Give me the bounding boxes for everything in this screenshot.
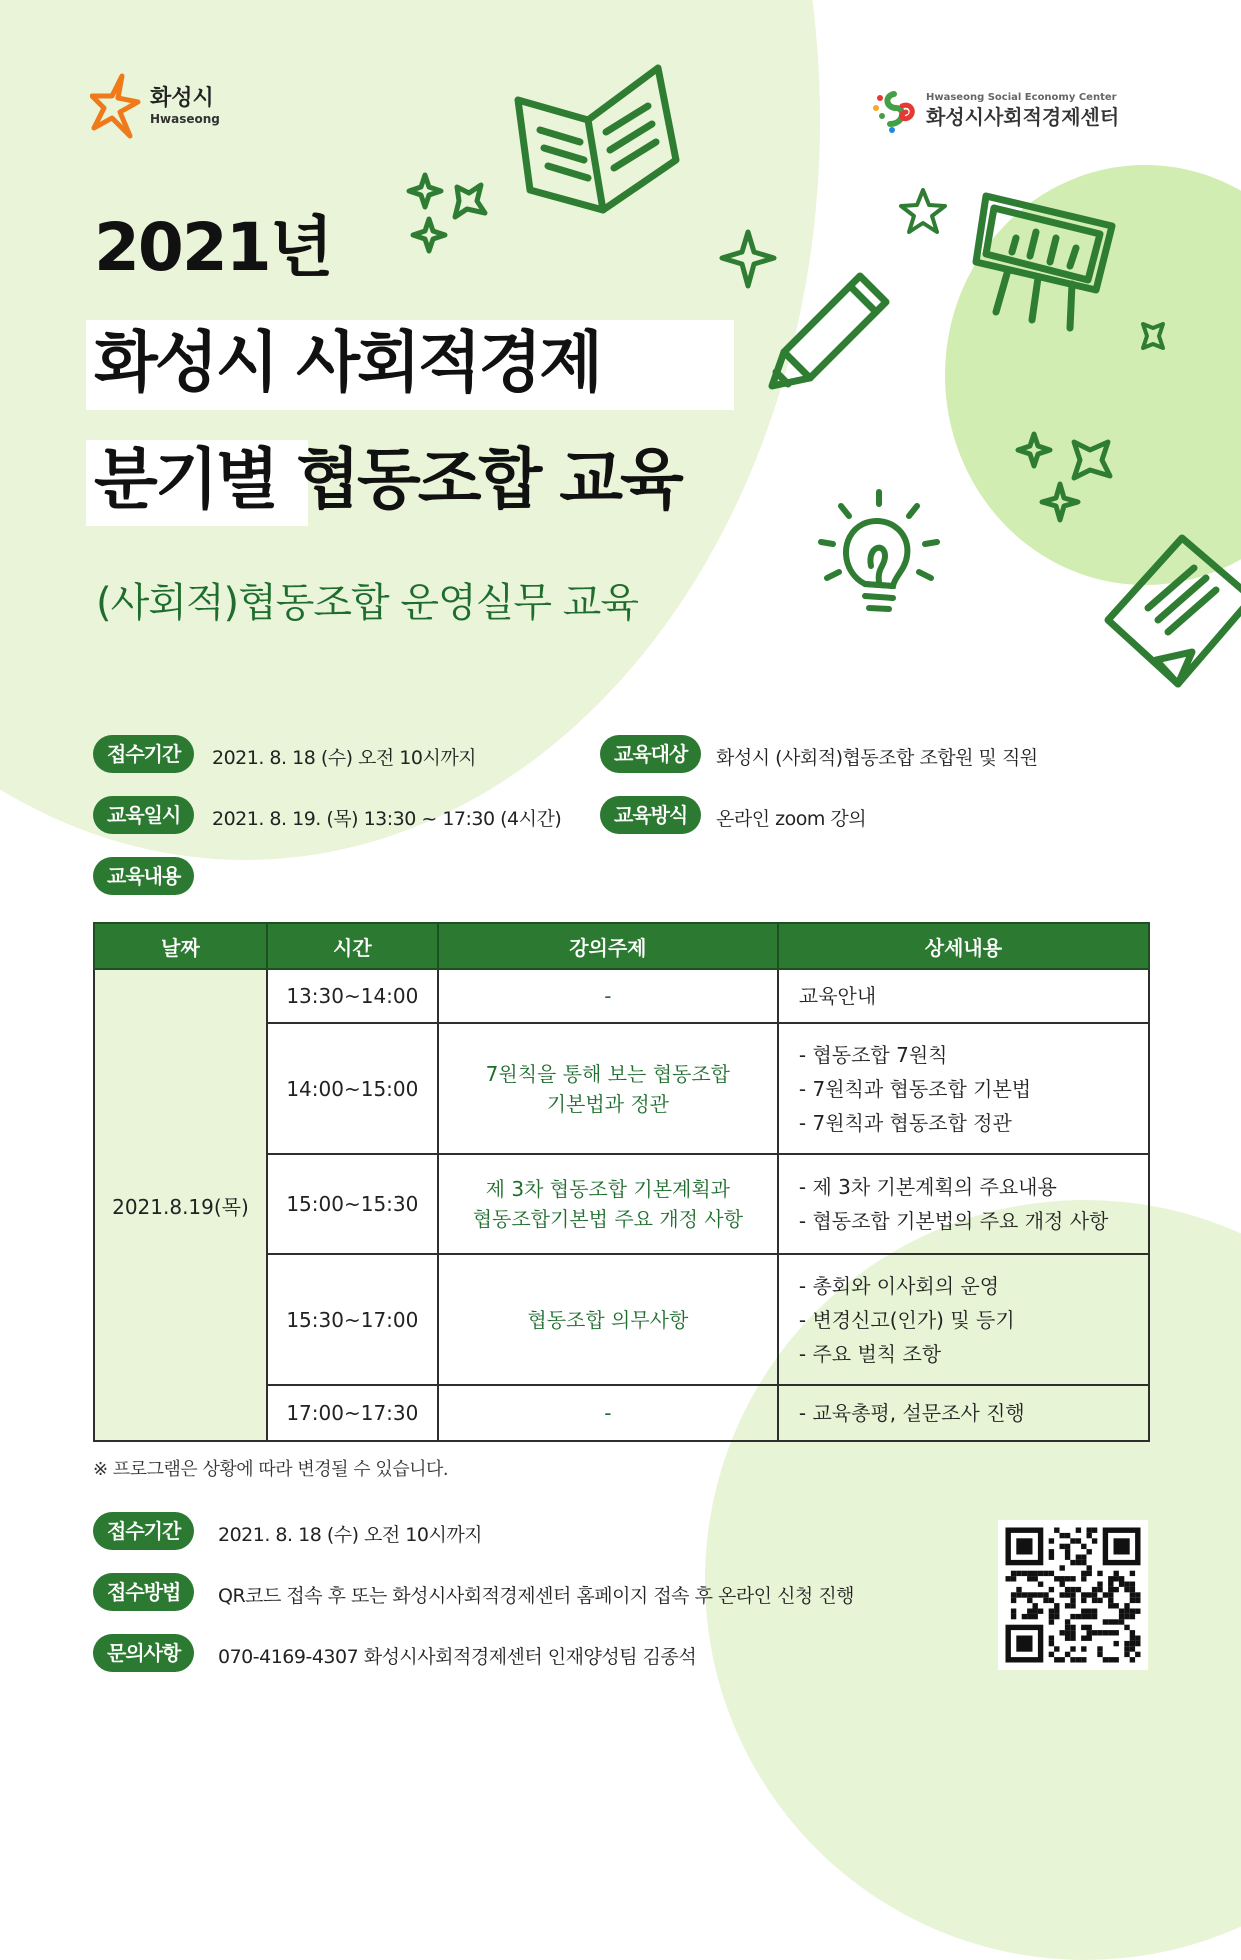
center-logo-en: Hwaseong Social Economy Center	[926, 92, 1117, 103]
detail-text: - 총회와 이사회의 운영	[798, 1273, 1000, 1298]
header-date: 날짜	[94, 923, 267, 969]
reg-period-value: 2021. 8. 18 (수) 오전 10시까지	[212, 747, 477, 769]
detail-text: - 제 3차 기본계획의 주요내용	[798, 1175, 1057, 1199]
center-logo-icon	[868, 84, 920, 136]
detail-cell	[778, 1385, 1149, 1441]
topic-text: 협동조합 의무사항	[527, 1307, 689, 1332]
detail-cell	[778, 1154, 1149, 1254]
book-icon	[508, 60, 683, 220]
topic-cell	[438, 1154, 778, 1254]
social-economy-center-logo	[868, 84, 1119, 136]
topic-text: 기본법과 정관	[546, 1091, 669, 1116]
sparkle-icon	[1135, 318, 1171, 354]
sparkle-icon	[405, 173, 495, 263]
detail-text: - 변경신고(인가) 및 등기	[798, 1307, 1015, 1332]
topic-cell	[438, 1023, 778, 1154]
hwaseong-star-icon	[90, 72, 142, 140]
table-row	[94, 969, 1149, 1023]
detail-text: - 7원칙과 협동조합 기본법	[798, 1076, 1032, 1101]
footer-reg-method-badge: 접수방법	[93, 1573, 194, 1611]
footer-reg-period-badge: 접수기간	[93, 1512, 194, 1550]
detail-text: - 교육총평, 설문조사 진행	[798, 1401, 1025, 1425]
topic-text: 제 3차 협동조합 기본계획과	[485, 1177, 730, 1201]
time-cell: 17:00~17:30	[267, 1385, 438, 1441]
method-value: 온라인 zoom 강의	[716, 808, 867, 830]
title-line-2: 화성시 사회적경제	[94, 324, 601, 401]
detail-cell	[778, 969, 1149, 1023]
footer-contact-badge: 문의사항	[93, 1634, 194, 1672]
document-icon	[1102, 528, 1241, 688]
footer-reg-period-value: 2021. 8. 18 (수) 오전 10시까지	[218, 1524, 483, 1546]
header-topic: 강의주제	[438, 923, 778, 969]
topic-text: -	[604, 1401, 612, 1425]
schedule-value: 2021. 8. 19. (목) 13:30 ~ 17:30 (4시간)	[212, 808, 562, 830]
hwaseong-logo-en: Hwaseong	[150, 111, 220, 126]
time-cell: 13:30~14:00	[267, 969, 438, 1023]
header-time: 시간	[267, 923, 438, 969]
detail-text: 교육안내	[798, 984, 877, 1008]
method-badge: 교육방식	[600, 796, 701, 834]
footer-reg-method-value: QR코드 접속 후 또는 화성시사회적경제센터 홈페이지 접속 후 온라인 신청 진행	[218, 1585, 855, 1607]
date-cell: 2021.8.19(목)	[94, 969, 267, 1441]
schedule-table	[93, 922, 1150, 1442]
schedule-badge: 교육일시	[93, 796, 194, 834]
qr-code[interactable]	[998, 1520, 1148, 1670]
sparkle-icon	[718, 230, 778, 290]
detail-cell	[778, 1254, 1149, 1385]
program-change-note: ※ 프로그램은 상황에 따라 변경될 수 있습니다.	[93, 1459, 449, 1480]
footer-contact-value: 070-4169-4307 화성시사회적경제센터 인재양성팀 김종석	[218, 1646, 697, 1668]
time-cell: 15:00~15:30	[267, 1154, 438, 1254]
title-line-3-b: 협동조합 교육	[296, 441, 681, 518]
center-logo-ko: 화성시사회적경제센터	[926, 105, 1120, 129]
detail-text: - 주요 벌칙 조항	[798, 1341, 942, 1366]
title-line-3	[94, 441, 681, 518]
detail-text: - 협동조합 7원칙	[798, 1042, 948, 1067]
topic-cell	[438, 1254, 778, 1385]
target-badge: 교육대상	[600, 735, 701, 773]
topic-text: 7원칙을 통해 보는 협동조합	[485, 1061, 730, 1086]
sparkle-icon	[1016, 430, 1122, 534]
detail-cell	[778, 1023, 1149, 1154]
subtitle: (사회적)협동조합 운영실무 교육	[96, 580, 638, 626]
hwaseong-logo-text: 화성시	[150, 85, 214, 111]
lightbulb-icon	[815, 486, 955, 626]
detail-text: - 협동조합 기본법의 주요 개정 사항	[798, 1209, 1109, 1233]
header-details: 상세내용	[778, 923, 1149, 969]
topic-text: 협동조합기본법 주요 개정 사항	[472, 1207, 743, 1231]
title-year: 2021년	[94, 209, 332, 286]
qr-code-icon	[998, 1520, 1148, 1670]
topic-text: -	[604, 984, 612, 1008]
time-cell: 15:30~17:00	[267, 1254, 438, 1385]
topic-cell	[438, 969, 778, 1023]
reg-period-badge: 접수기간	[93, 735, 194, 773]
topic-cell	[438, 1385, 778, 1441]
table-header-row	[94, 923, 1149, 969]
hwaseong-city-logo	[90, 72, 220, 140]
time-cell: 14:00~15:00	[267, 1023, 438, 1154]
detail-text: - 7원칙과 협동조합 정관	[798, 1110, 1012, 1135]
content-badge: 교육내용	[93, 857, 194, 895]
easel-chart-icon	[972, 182, 1120, 332]
pencil-icon	[762, 262, 902, 390]
target-value: 화성시 (사회적)협동조합 조합원 및 직원	[716, 747, 1038, 769]
title-line-3-a: 분기별	[94, 441, 277, 518]
star-icon	[898, 187, 948, 237]
